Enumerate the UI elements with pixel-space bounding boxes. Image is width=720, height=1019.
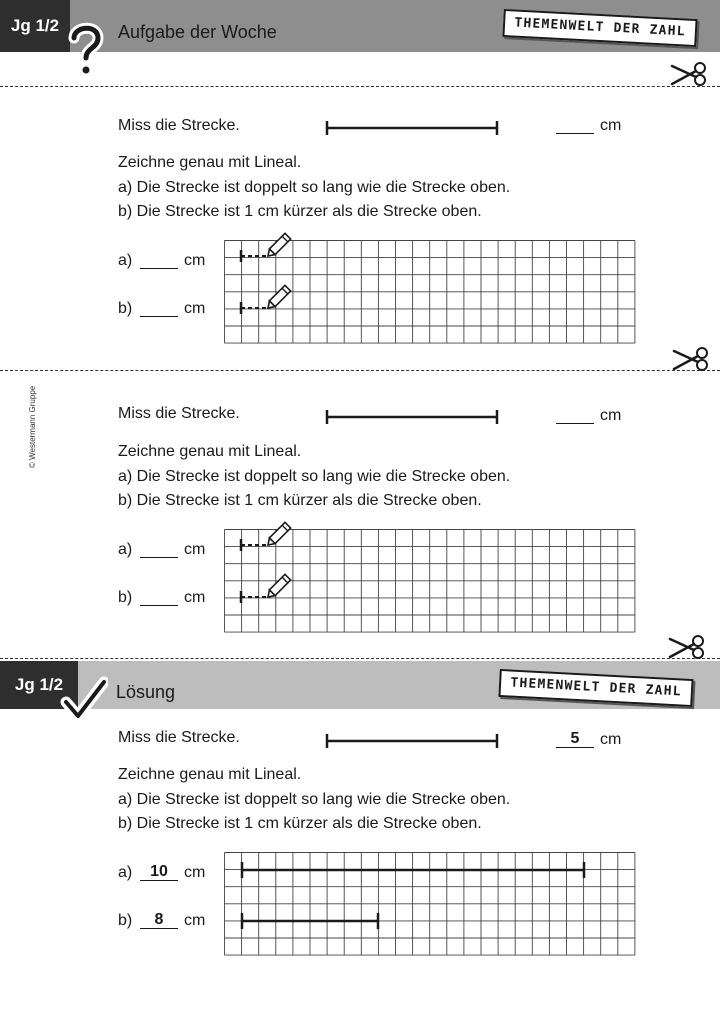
- task-a-label: a): [118, 864, 133, 881]
- unit-label: cm: [600, 731, 622, 748]
- pencil-icon: [238, 230, 294, 270]
- task-a-text: a) Die Strecke ist doppelt so lang wie die Strecke oben.: [118, 791, 511, 808]
- answer-a: 10: [150, 863, 168, 880]
- pencil-icon: [238, 571, 294, 611]
- measured-answer: 5: [570, 730, 580, 747]
- answer-blank-b[interactable]: [140, 316, 178, 317]
- copyright-notice: © Westermann Gruppe: [28, 385, 37, 468]
- unit-label: cm: [600, 117, 622, 134]
- solution-title: Lösung: [116, 682, 176, 702]
- task-b-label: b): [118, 912, 133, 929]
- task-b-text: b) Die Strecke ist 1 cm kürzer als die Strecke oben.: [118, 203, 482, 220]
- answer-blank-measure[interactable]: [556, 133, 594, 134]
- answer-blank-measure[interactable]: [556, 423, 594, 424]
- brand-badge: THEMENWELT DER ZAHL: [498, 669, 693, 707]
- given-segment: [324, 733, 500, 749]
- task-a-label: a): [118, 252, 133, 269]
- instruction-draw: Zeichne genau mit Lineal.: [118, 443, 302, 460]
- given-segment: [324, 409, 500, 425]
- question-mark-icon: [66, 20, 106, 78]
- answer-b: 8: [154, 911, 164, 928]
- unit-label: cm: [184, 300, 206, 317]
- answer-blank-b[interactable]: [140, 605, 178, 606]
- grade-tag: Jg 1/2: [0, 661, 78, 709]
- unit-label: cm: [184, 541, 206, 558]
- instruction-measure: Miss die Strecke.: [118, 117, 240, 134]
- unit-label: cm: [184, 864, 206, 881]
- solution-segment-a: [238, 860, 590, 880]
- cut-line: [0, 86, 720, 87]
- task-b-label: b): [118, 300, 133, 317]
- brand-badge: THEMENWELT DER ZAHL: [502, 9, 697, 47]
- unit-label: cm: [184, 589, 206, 606]
- instruction-measure: Miss die Strecke.: [118, 729, 240, 746]
- answer-blank-a[interactable]: [140, 557, 178, 558]
- task-a-label: a): [118, 541, 133, 558]
- checkmark-icon: [60, 676, 108, 724]
- solution-segment-b: [238, 911, 384, 931]
- grade-tag: Jg 1/2: [0, 0, 70, 52]
- unit-label: cm: [184, 912, 206, 929]
- scissors-icon: [670, 60, 708, 88]
- task-b-text: b) Die Strecke ist 1 cm kürzer als die Strecke oben.: [118, 492, 482, 509]
- cut-line: [0, 370, 720, 371]
- unit-label: cm: [184, 252, 206, 269]
- task-a-text: a) Die Strecke ist doppelt so lang wie die Strecke oben.: [118, 468, 511, 485]
- cut-line: [0, 658, 720, 659]
- scissors-icon: [668, 633, 706, 661]
- pencil-icon: [238, 519, 294, 559]
- task-b-text: b) Die Strecke ist 1 cm kürzer als die Strecke oben.: [118, 815, 482, 832]
- task-a-text: a) Die Strecke ist doppelt so lang wie die Strecke oben.: [118, 179, 511, 196]
- instruction-draw: Zeichne genau mit Lineal.: [118, 154, 302, 171]
- task-b-label: b): [118, 589, 133, 606]
- instruction-draw: Zeichne genau mit Lineal.: [118, 766, 302, 783]
- given-segment: [324, 120, 500, 136]
- instruction-measure: Miss die Strecke.: [118, 405, 240, 422]
- scissors-icon: [672, 345, 710, 373]
- unit-label: cm: [600, 407, 622, 424]
- answer-blank-a[interactable]: [140, 268, 178, 269]
- pencil-icon: [238, 282, 294, 322]
- page-title: Aufgabe der Woche: [118, 22, 277, 42]
